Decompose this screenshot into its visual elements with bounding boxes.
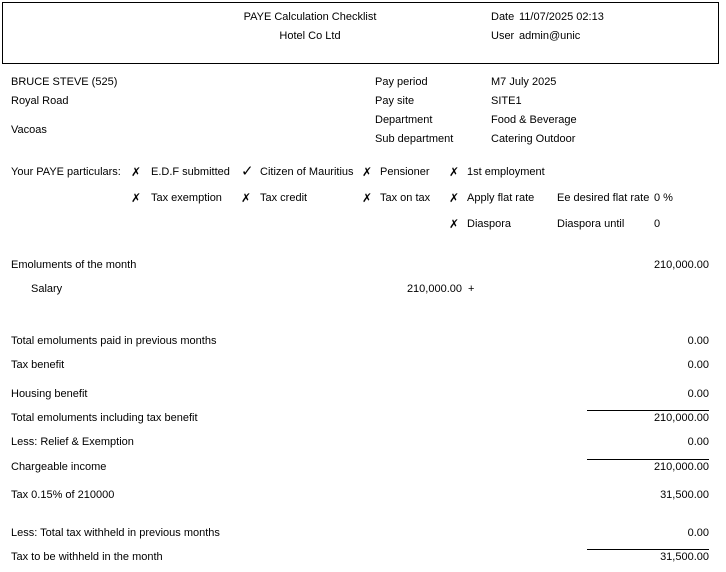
calc-row-amount: 210,000.00 [653, 461, 709, 473]
subtotal-divider [587, 459, 709, 460]
calc-row-amount: 210,000.00 [653, 412, 709, 424]
pay-period-value: M7 July 2025 [491, 76, 557, 88]
particular-flat-rate-label: Apply flat rate [467, 192, 535, 204]
particular-tax-on-tax-cross-icon: ✗ [362, 191, 373, 205]
report-title: PAYE Calculation Checklist [243, 11, 377, 23]
emolument-plus-sign: + [468, 283, 475, 295]
particular-edf-label: E.D.F submitted [151, 166, 230, 178]
particular-first-employment-label: 1st employment [467, 166, 545, 178]
calc-row-label: Less: Relief & Exemption [11, 436, 134, 448]
particular-citizen-check-icon: ✓ [241, 162, 254, 180]
date-label: Date [491, 11, 515, 23]
employee-address-line1: Royal Road [11, 95, 69, 107]
particular-tax-exemption-cross-icon: ✗ [131, 191, 142, 205]
calc-row-amount: 0.00 [687, 436, 709, 448]
emoluments-total: 210,000.00 [653, 259, 709, 271]
emoluments-label: Emoluments of the month [11, 259, 137, 271]
sub-department-label: Sub department [375, 133, 454, 145]
particular-flat-rate-cross-icon: ✗ [449, 191, 460, 205]
particular-tax-on-tax-label: Tax on tax [380, 192, 431, 204]
diaspora-until-label: Diaspora until [557, 218, 625, 230]
particular-diaspora-cross-icon: ✗ [449, 217, 460, 231]
calc-row-label: Total emoluments including tax benefit [11, 412, 198, 424]
particular-tax-credit-label: Tax credit [260, 192, 308, 204]
calc-row-label: Less: Total tax withheld in previous months [11, 527, 220, 539]
particular-citizen-label: Citizen of Mauritius [260, 166, 354, 178]
emolument-item-amount: 210,000.00 [406, 283, 462, 295]
particular-pensioner-cross-icon: ✗ [362, 165, 373, 179]
user-label: User [491, 30, 515, 42]
subtotal-divider [587, 549, 709, 550]
flat-rate-label: Ee desired flat rate [557, 192, 650, 204]
calc-row-amount: 0.00 [687, 388, 709, 400]
particular-edf-cross-icon: ✗ [131, 165, 142, 179]
calc-row-label: Tax benefit [11, 359, 65, 371]
particular-pensioner-label: Pensioner [380, 166, 430, 178]
particular-first-employment-cross-icon: ✗ [449, 165, 460, 179]
pay-period-label: Pay period [375, 76, 428, 88]
calc-row-amount: 31,500.00 [660, 489, 709, 501]
employee-address-line2: Vacoas [11, 124, 47, 136]
calc-row-amount: 31,500.00 [660, 551, 709, 563]
subtotal-divider [587, 410, 709, 411]
calc-row-label: Tax to be withheld in the month [11, 551, 163, 563]
flat-rate-value: 0 % [654, 192, 673, 204]
company-name: Hotel Co Ltd [279, 30, 341, 42]
sub-department-value: Catering Outdoor [491, 133, 576, 145]
emolument-item-label: Salary [31, 283, 63, 295]
calc-row-label: Chargeable income [11, 461, 107, 473]
calc-row-label: Total emoluments paid in previous months [11, 335, 217, 347]
calc-row-amount: 0.00 [687, 359, 709, 371]
pay-site-value: SITE1 [491, 95, 522, 107]
particulars-label: Your PAYE particulars: [11, 166, 121, 178]
department-value: Food & Beverage [491, 114, 577, 126]
user-value: admin@unic [519, 30, 581, 42]
calc-row-label: Tax 0.15% of 210000 [11, 489, 115, 501]
calc-row-amount: 0.00 [687, 527, 709, 539]
particular-diaspora-label: Diaspora [467, 218, 512, 230]
particular-tax-exemption-label: Tax exemption [151, 192, 222, 204]
employee-name: BRUCE STEVE (525) [11, 76, 118, 88]
department-label: Department [375, 114, 433, 126]
calc-row-amount: 0.00 [687, 335, 709, 347]
diaspora-until-value: 0 [654, 218, 661, 230]
pay-site-label: Pay site [375, 95, 415, 107]
date-value: 11/07/2025 02:13 [519, 11, 604, 23]
calc-row-label: Housing benefit [11, 388, 88, 400]
particular-tax-credit-cross-icon: ✗ [241, 191, 252, 205]
